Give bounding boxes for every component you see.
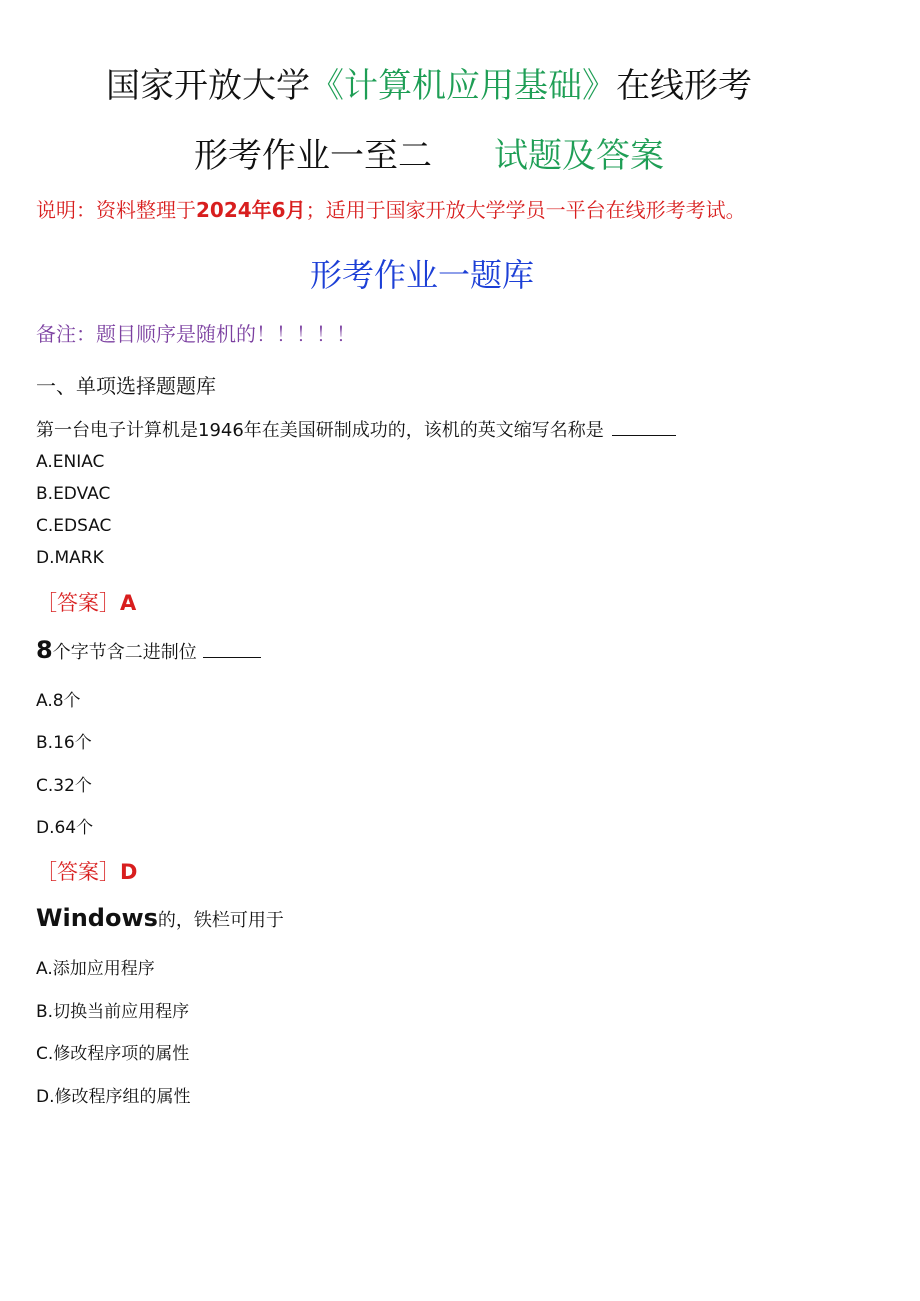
note-suffix: ；适用于国家开放大学学员一平台在线形考考试。 (305, 198, 746, 222)
question-1-answer (36, 587, 136, 617)
note-date: 2024年6月 (196, 198, 306, 222)
note-prefix: 说明：资料整理于 (36, 198, 196, 222)
question-bank-heading: 一、单项选择题题库 (36, 374, 216, 398)
title-institution: 国家开放大学 (106, 66, 310, 106)
question-3-option-b: B.切换当前应用程序 (36, 1002, 190, 1022)
question-3-option-a: A.添加应用程序 (36, 959, 155, 979)
question-1-stem (36, 416, 676, 442)
question-3-stem (36, 904, 284, 932)
answer-value: A (120, 591, 137, 615)
question-2-option-b: B.16个 (36, 733, 92, 753)
answer-value: D (120, 860, 138, 884)
title-assignment-range: 形考作业一至二 (194, 136, 432, 176)
answer-blank (203, 643, 261, 658)
title-questions-answers: 试题及答案 (494, 136, 664, 176)
question-3-text: 的，铁栏可用于 (157, 910, 284, 931)
answer-blank (612, 421, 676, 436)
question-1-option-c: C.EDSAC (36, 516, 112, 536)
title-course-name: 《计算机应用基础》 (310, 66, 616, 106)
question-3-lead: Windows (36, 904, 158, 932)
title-exam-type: 在线形考 (616, 66, 752, 106)
explanation-note (36, 194, 746, 223)
document-title-line2 (194, 128, 664, 177)
question-2-text: 个字节含二进制位 (52, 642, 197, 663)
document-title-line1 (106, 58, 752, 107)
question-2-answer (36, 856, 137, 886)
question-2-lead: 8 (36, 636, 53, 664)
question-2-option-c: C.32个 (36, 776, 92, 796)
question-2-option-a: A.8个 (36, 691, 81, 711)
question-2-option-d: D.64个 (36, 818, 94, 838)
question-1-option-d: D.MARK (36, 548, 104, 568)
answer-label: ［答案］ (36, 860, 120, 884)
answer-label: ［答案］ (36, 591, 120, 615)
question-3-option-c: C.修改程序项的属性 (36, 1044, 190, 1064)
question-1-option-a: A.ENIAC (36, 452, 105, 472)
remark-note: 备注：题目顺序是随机的！！！！！ (36, 322, 356, 346)
question-3-option-d: D.修改程序组的属性 (36, 1087, 191, 1107)
question-1-option-b: B.EDVAC (36, 484, 111, 504)
question-1-text: 第一台电子计算机是1946年在美国研制成功的，该机的英文缩写名称是 (36, 420, 604, 441)
section-title: 形考作业一题库 (310, 256, 535, 294)
question-2-stem (36, 636, 261, 664)
